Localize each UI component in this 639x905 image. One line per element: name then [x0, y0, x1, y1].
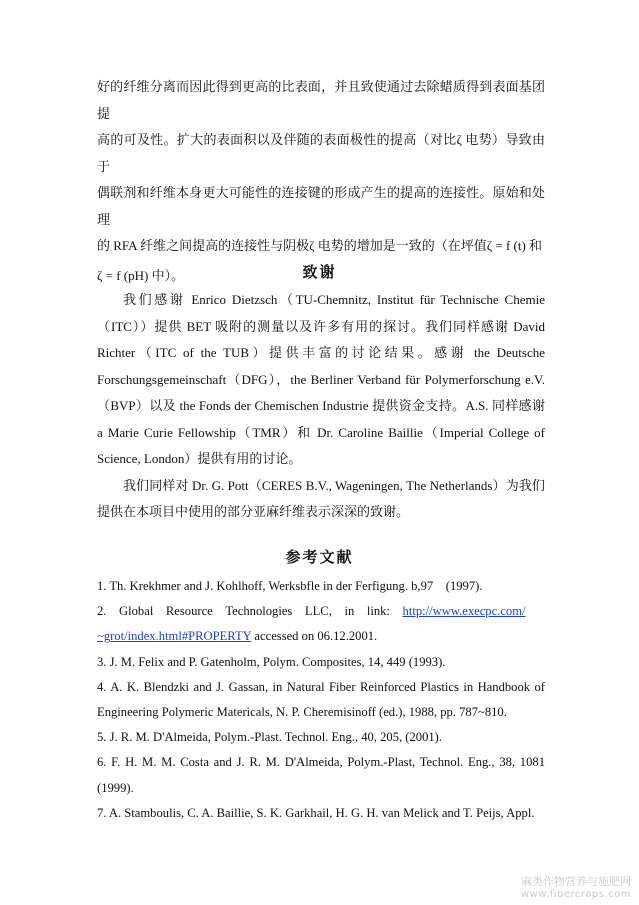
- reference-3: 3. J. M. Felix and P. Gatenholm, Polym. Composites, 14, 449 (1993).: [97, 654, 446, 669]
- reference-2-link-part-2: ~grot/index.html#PROPERTY: [97, 629, 252, 644]
- reference-2-accessed: accessed on 06.12.2001.: [251, 629, 378, 644]
- reference-4: 4. A. K. Blendzki and J. Gassan, in Natural Fiber Reinforced Plastics in Handbook of Engineering Polymeric Matericals, N. P. Cheremisinoff (ed.), 1988, pp. 787~810.: [97, 679, 545, 720]
- intro-paragraph: [97, 74, 545, 289]
- watermark-url: www.fibercrops.com: [520, 889, 631, 900]
- reference-6: 6. F. H. M. M. Costa and J. R. M. D'Almeida, Polym.-Plast, Technol. Eng., 38, 1081 (1999).: [97, 755, 545, 795]
- intro-line-1: 好的纤维分离而因此得到更高的比表面，并且致使通过去除蜡质得到表面基团提: [97, 79, 545, 121]
- acknowledgement-section: [97, 287, 545, 526]
- reference-2-link-part-1: http://www.execpc.com/: [402, 604, 526, 619]
- reference-1: 1. Th. Krekhmer and J. Kohlhoff, Werksbfle in der Ferfigung. b,97 (1997).: [97, 579, 483, 593]
- intro-line-4: 的 RFA 纤维之间提高的连接性与阴极ζ 电势的增加是一致的（在坪值ζ = f (t) 和: [97, 238, 543, 253]
- intro-line-5: ζ = f (pH) 中）。: [97, 267, 185, 283]
- acknowledgement-paragraph-2: 我们同样对 Dr. G. Pott（CERES B.V., Wageningen, The Netherlands）为我们提供在本项目中使用的部分亚麻纤维表示深深的致谢。: [97, 477, 545, 519]
- reference-5: 5. J. R. M. D'Almeida, Polym.-Plast. Technol. Eng., 40, 205, (2001).: [97, 730, 443, 745]
- acknowledgement-paragraph-1: 我们感谢 Enrico Dietzsch（TU-Chemnitz, Institut für Technische Chemie（ITC））提供 BET 吸附的测量以及许多有用的探讨。我们同样感谢 David Richter（ITC of the TUB）提供丰富的讨论结果。感谢 the Deutsche Forschungsgemeinschaft（DFG），the Berliner Verband für Polymerforschung e.V.（BVP）以及 the Fonds der Chemischen Industrie 提供资金支持。A.S. 同样感谢 a Marie Curie Fellowship（TMR）和 Dr. Caroline Baillie（Imperial College of Science, London）提供有用的讨论。: [97, 292, 545, 466]
- references-heading: 参考文献: [285, 550, 354, 566]
- intro-line-3: 偶联剂和纤维本身更大可能性的连接键的形成产生的提高的连接性。原始和处理: [97, 185, 545, 227]
- watermark-title: 麻类作物营养与施肥网: [521, 875, 631, 888]
- reference-2: [97, 599, 545, 649]
- acknowledgement-heading: 致谢: [302, 265, 337, 281]
- reference-2-text: 2. Global Resource Technologies LLC, in link:: [97, 604, 403, 619]
- site-watermark: [521, 875, 631, 901]
- reference-7: 7. A. Stamboulis, C. A. Baillie, S. K. Garkhail, H. G. H. van Melick and T. Peijs, Appl.: [97, 805, 535, 820]
- intro-line-2: 高的可及性。扩大的表面积以及伴随的表面极性的提高（对比ζ 电势）导致由于: [97, 132, 545, 174]
- references-list: [97, 574, 545, 826]
